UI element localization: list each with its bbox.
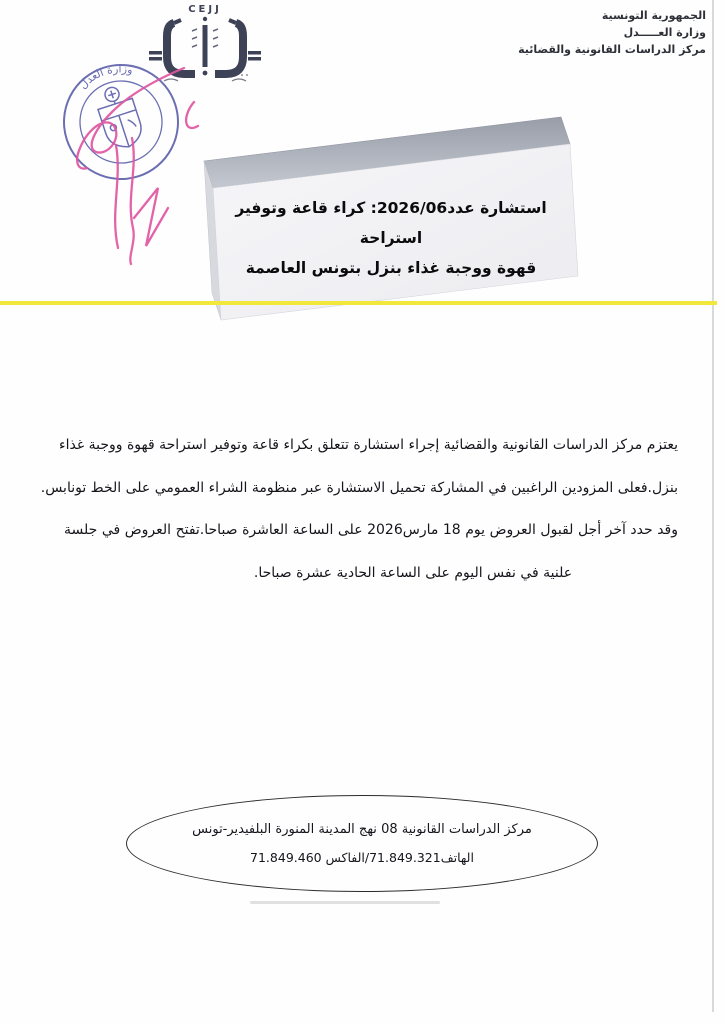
paragraph-intent-line-1: يعتزم مركز الدراسات القانونية والقضائية إجراء استشارة تتعلق بكراء قاعة وتوفير استراحة قهوة ووجبة غذاء — [59, 437, 678, 453]
yellow-divider — [0, 301, 717, 305]
scan-edge-line — [712, 0, 714, 1012]
paragraph-deadline — [64, 509, 678, 595]
stamp-ring-text-top: وزارة العدل — [76, 62, 135, 92]
notice-title — [205, 193, 577, 283]
gov-header-center: مركز الدراسات القانونية والقضائية — [518, 43, 706, 56]
gov-header-republic: الجمهورية التونسية — [601, 9, 706, 22]
svg-text:وزارة العدل — [74, 56, 138, 94]
scan-smudge — [250, 901, 440, 904]
gov-header — [518, 7, 706, 58]
footer-phone-fax: الهاتف71.849.321/الفاكس 71.849.460 — [250, 850, 474, 865]
paragraph-deadline-line-1: وقد حدد آخر أجل لقبول العروض يوم 18 مارس2026 على الساعة العاشرة صباحا.تفتح العروض في جلسة — [64, 522, 679, 538]
paragraph-intent-line-2: بنزل.فعلى المزودين الراغبين في المشاركة تحميل الاستشارة عبر منظومة الشراء العمومي على الخط تونابس. — [40, 480, 678, 496]
notice-title-line-1: استشارة عدد2026/06: كراء قاعة وتوفير استراحة — [235, 199, 547, 247]
notice-title-line-2: قهوة ووجبة غذاء بنزل بتونس العاصمة — [245, 259, 537, 277]
signature-icon — [77, 68, 198, 264]
paragraph-intent — [40, 424, 678, 510]
gov-header-ministry: وزارة العـــــدل — [623, 26, 706, 39]
footer-address-oval — [126, 795, 598, 892]
cejj-acronym: CEJJ — [188, 4, 222, 15]
footer-address: مركز الدراسات القانونية 08 نهج المدينة المنورة البلفيدير-تونس — [192, 822, 532, 837]
paragraph-deadline-line-2: علنية في نفس اليوم على الساعة الحادية عشرة صباحا. — [253, 565, 573, 581]
